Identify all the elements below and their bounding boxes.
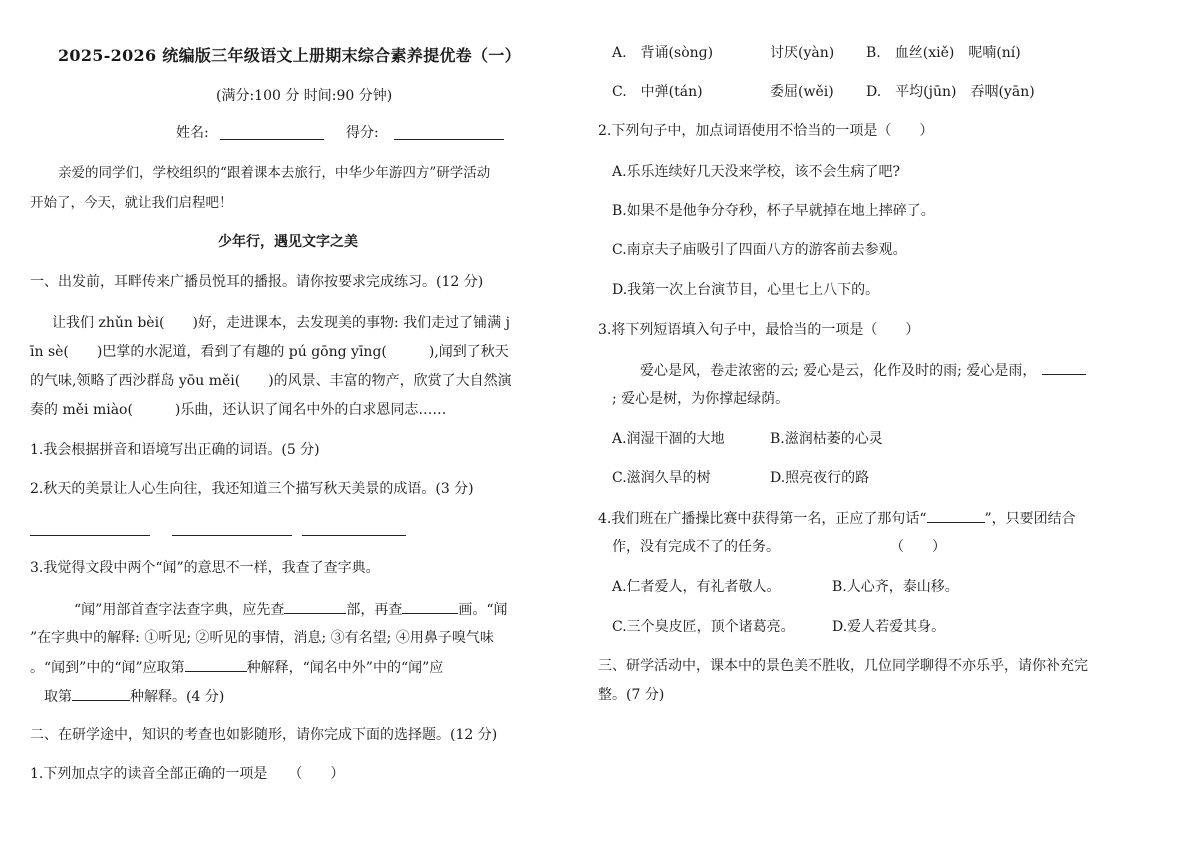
q4-text-b: ”，只要团结合 — [984, 511, 1076, 527]
q4-text-a: 4.我们班在广播操比赛中获得第一名，正应了那句话“ — [598, 511, 927, 527]
q2-option-b: B.如果不是他争分夺秒，杯子早就掉在地上摔碎了。 — [612, 203, 935, 219]
page-title: 2025-2026 统编版三年级语文上册期末综合素养提优卷（一） — [58, 46, 521, 65]
intro-line-2: 开始了，今天，就让我们启程吧！ — [30, 195, 233, 211]
q1-option-c-2: 委屈(wěi) — [770, 84, 834, 100]
score-label: 得分: — [346, 125, 379, 141]
idiom-blank-1[interactable] — [30, 535, 150, 536]
name-blank[interactable] — [220, 139, 324, 140]
passage-line-1: 让我们 zhǔn bèi( )好，走进课本，去发现美的事物: 我们走过了铺满 j — [52, 315, 510, 331]
q2-option-a: A.乐乐连续好几天没来学校，该不会生病了吧? — [612, 164, 901, 180]
q3-line-4 — [44, 686, 224, 707]
passage-line-3: 的气味,领略了西沙群岛 yōu měi( )的风景、丰富的物产，欣赏了大自然演 — [30, 373, 512, 389]
part1-q2: 2.秋天的美景让人心生向往，我还知道三个描写秋天美景的成语。(3 分) — [30, 481, 474, 497]
idiom-blank-2[interactable] — [172, 535, 292, 536]
part1-heading: 一、出发前，耳畔传来广播员悦耳的播报。请你按要求完成练习。(12 分) — [30, 274, 484, 290]
q4-option-a: A.仁者爱人，有礼者敬人。 — [612, 579, 781, 595]
q3-fill-blank[interactable] — [1042, 360, 1086, 375]
q3-option-b: B.滋润枯萎的心灵 — [770, 431, 883, 447]
q4-answer-paren: （ ） — [890, 539, 946, 555]
q1-option-b: B. 血丝(xiě) 呢喃(ní) — [866, 45, 1021, 61]
q4-proverb-blank[interactable] — [927, 508, 985, 523]
meaning-blank-1[interactable] — [185, 657, 247, 672]
part2-q4-line-2: 作，没有完成不了的任务。 — [612, 539, 780, 555]
name-label: 姓名: — [176, 125, 209, 141]
q1-option-a-2: 讨厌(yàn) — [770, 45, 835, 61]
q3-sentence-1 — [640, 360, 1086, 381]
exam-subtitle: (满分:100 分 时间:90 分钟) — [216, 88, 393, 104]
part2-q2: 2.下列句子中，加点词语使用不恰当的一项是（ ） — [598, 123, 934, 139]
q3-line-3 — [30, 657, 443, 678]
q4-option-b: B.人心齐，泰山移。 — [832, 579, 959, 595]
q3-text-b: 部，再查 — [346, 602, 403, 618]
q3-text-g: 种解释。(4 分) — [130, 689, 225, 705]
q2-option-d: D.我第一次上台演节目，心里七上八下的。 — [612, 282, 880, 298]
q3-line-1 — [74, 599, 508, 620]
q3-option-d: D.照亮夜行的路 — [770, 470, 870, 486]
q4-option-c: C.三个臭皮匠，顶个诸葛亮。 — [612, 619, 795, 635]
part1-q3: 3.我觉得文段中两个“闻”的意思不一样，我查了查字典。 — [30, 560, 380, 576]
part2-q3: 3.将下列短语填入句子中，最恰当的一项是（ ） — [598, 322, 920, 338]
part1-q1: 1.我会根据拼音和语境写出正确的词语。(5 分) — [30, 442, 320, 458]
q3-text-e: 种解释，“闻名中外”中的“闻”应 — [246, 660, 444, 676]
intro-line-1: 亲爱的同学们，学校组织的“跟着课本去旅行，中华少年游四方”研学活动 — [58, 165, 491, 181]
q1-option-d: D. 平均(jūn) 吞咽(yān) — [866, 84, 1035, 100]
q4-option-d: D.爱人若爱其身。 — [832, 619, 946, 635]
q3-line-2: ”在字典中的解释: ①听见; ②听见的事情，消息; ③有名望; ④用鼻子嗅气味 — [30, 630, 494, 646]
part2-heading: 二、在研学途中，知识的考查也如影随形，请你完成下面的选择题。(12 分) — [30, 727, 498, 743]
meaning-blank-2[interactable] — [72, 686, 130, 701]
q3-text-c: 画。“闻 — [458, 602, 508, 618]
q1-option-c: C. 中弹(tán) — [612, 84, 703, 100]
part3-heading-2: 整。(7 分) — [598, 687, 665, 703]
q3-text-a: “闻”用部首查字法查字典，应先查 — [74, 602, 285, 618]
q3-text-d: 。“闻到”中的“闻”应取第 — [30, 660, 185, 676]
part2-q1: 1.下列加点字的读音全部正确的一项是 （ ） — [30, 766, 345, 782]
idiom-blank-3[interactable] — [302, 535, 406, 536]
section-heading: 少年行，遇见文字之美 — [218, 234, 358, 250]
q3-sentence-2: ; 爱心是树，为你撑起绿荫。 — [612, 391, 790, 407]
passage-line-2: īn sè( )巴掌的水泥道，看到了有趣的 pú gōng yīng( ),闻到了秋天 — [30, 344, 509, 360]
passage-line-4: 奏的 měi miào( )乐曲，还认识了闻名中外的白求恩同志…… — [30, 402, 447, 418]
q3-option-c: C.滋润久旱的树 — [612, 470, 711, 486]
q1-option-a: A. 背诵(sònɡ) — [612, 45, 714, 61]
q2-option-c: C.南京夫子庙吸引了四面八方的游客前去参观。 — [612, 242, 907, 258]
score-blank[interactable] — [394, 139, 504, 140]
stroke-count-blank[interactable] — [402, 599, 458, 614]
part3-heading-1: 三、研学活动中，课本中的景色美不胜收，几位同学聊得不亦乐乎，请你补充完 — [598, 658, 1088, 674]
radical-blank[interactable] — [284, 599, 346, 614]
q3-text-f: 取第 — [44, 689, 72, 705]
part2-q4-line-1 — [598, 508, 1076, 529]
q3-sentence-text: 爱心是风，卷走浓密的云; 爱心是云，化作及时的雨; 爱心是雨， — [640, 363, 1037, 379]
q3-option-a: A.润湿干涸的大地 — [612, 431, 725, 447]
